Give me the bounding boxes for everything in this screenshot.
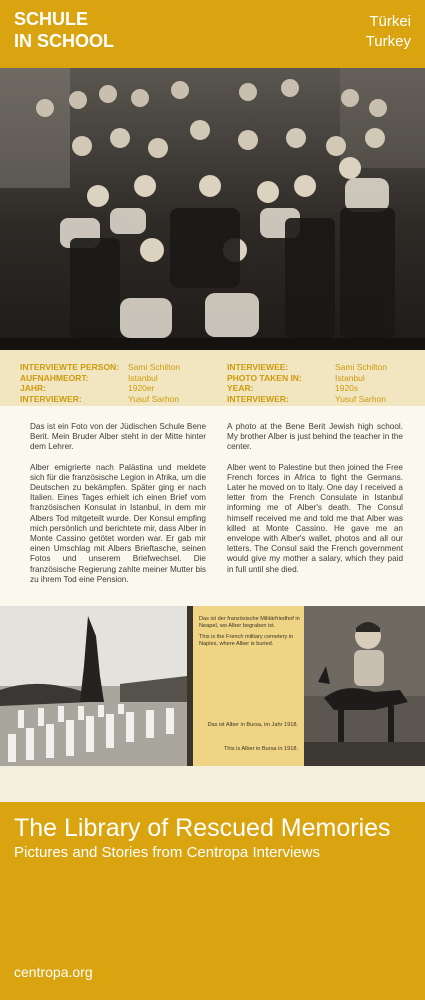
school-group-photo [0,68,425,350]
footer-url-link[interactable]: centropa.org [14,964,93,980]
story-text [0,406,425,606]
place-label-de: AUFNAHMEORT: [20,372,89,383]
child-photo-illustration [304,606,425,766]
child-caption-de: Das ist Alber in Bursa, im Jahr 1918. [207,722,298,728]
country-german: Türkei [369,13,411,30]
year-value-en: 1920s [335,383,359,393]
child-photo [304,606,425,766]
country-label [366,12,411,52]
story-paragraph-en-1: A photo at the Bene Berit Jewish high school. My brother Alber is just behind the teacher in the center. [227,422,403,452]
interviewee-value-en: Sami Schilton [335,362,387,372]
divider-band [0,766,425,802]
interview-metadata [0,350,425,406]
story-paragraph-en-2: Alber went to Palestine but then joined the Free French forces in Africa to fight the Germans. Later he moved on to Italy. One day I received a letter from the French Consulate in Istanbul informing me of Alber's death. The Consul himself received me and told me that Alber was killed at Monte Cassino. He gave me an envelope with Alber's wallet, photos and all our letters. The Consul said the French government would give my mother a salary, which they paid in full until she died. [227,462,403,574]
interviewer-value-de: Yusuf Sarhon [128,393,180,404]
cemetery-caption-en: This is the French military cemetery in Naples, where Alber is buried. [199,634,294,647]
title-german: SCHULE [14,9,89,29]
interviewer-value-en: Yusuf Sarhon [335,393,387,404]
story-english [227,422,403,585]
school-group-photo-illustration [0,68,425,350]
title-english: IN SCHOOL [14,31,115,51]
interviewee-value-de: Sami Schilton [128,362,180,372]
interviewee-label-de: INTERVIEWTE PERSON: [20,362,120,372]
metadata-german [20,362,180,404]
year-value-de: 1920er [128,383,155,393]
year-label-en: YEAR: [227,383,254,393]
interviewer-label-en: INTERVIEWER: [227,393,289,404]
cemetery-photo-illustration [0,606,187,766]
photo-strip [0,606,425,766]
year-label-de: JAHR: [20,383,46,393]
place-value-en: Istanbul [335,372,365,383]
footer [0,802,425,1000]
footer-title: The Library of Rescued Memories [14,814,391,842]
place-value-de: Istanbul [128,372,158,383]
header-bar [0,0,425,68]
section-title [14,8,114,52]
story-paragraph-de-2: Alber emigrierte nach Palästina und meldete sich für die französische Legion in Afrika, um die Deutschen zu bekämpfen. Später ging er nach Italien. Eines Tages erhielt ich einen Brief vom französischen Konsulat in Istanbul, in dem mir Albers Tod mitgeteilt wurde. Der Konsul empfing mich persönlich und berichtete mir, dass Alber in Monte Cassino getötet worden war. Er gab mir einen Umschlag mit Albers Brieftasche, seinen Fotos und unserem Briefwechsel. Die französische Regierung zahlte meiner Mutter bis zu ihrem Tod eine Pension. [30,462,206,584]
interviewer-label-de: INTERVIEWER: [20,393,82,404]
story-german [30,422,206,595]
interviewee-label-en: INTERVIEWEE: [227,362,289,372]
cemetery-caption-de: Das ist der französische Militärfriedhof in Neapel, wo Alber begraben ist. [199,616,300,629]
metadata-english [227,362,387,404]
photo-captions [187,606,304,766]
story-paragraph-de-1: Das ist ein Foto von der Jüdischen Schule Bene Berit. Mein Bruder Alber steht in der Mitte hinter dem Lehrer. [30,422,206,452]
place-label-en: PHOTO TAKEN IN: [227,372,302,383]
country-english: Turkey [365,33,411,50]
cemetery-photo [0,606,187,766]
footer-subtitle: Pictures and Stories from Centropa Interviews [14,844,320,861]
child-caption-en: This is Alber in Bursa in 1918. [224,746,298,752]
